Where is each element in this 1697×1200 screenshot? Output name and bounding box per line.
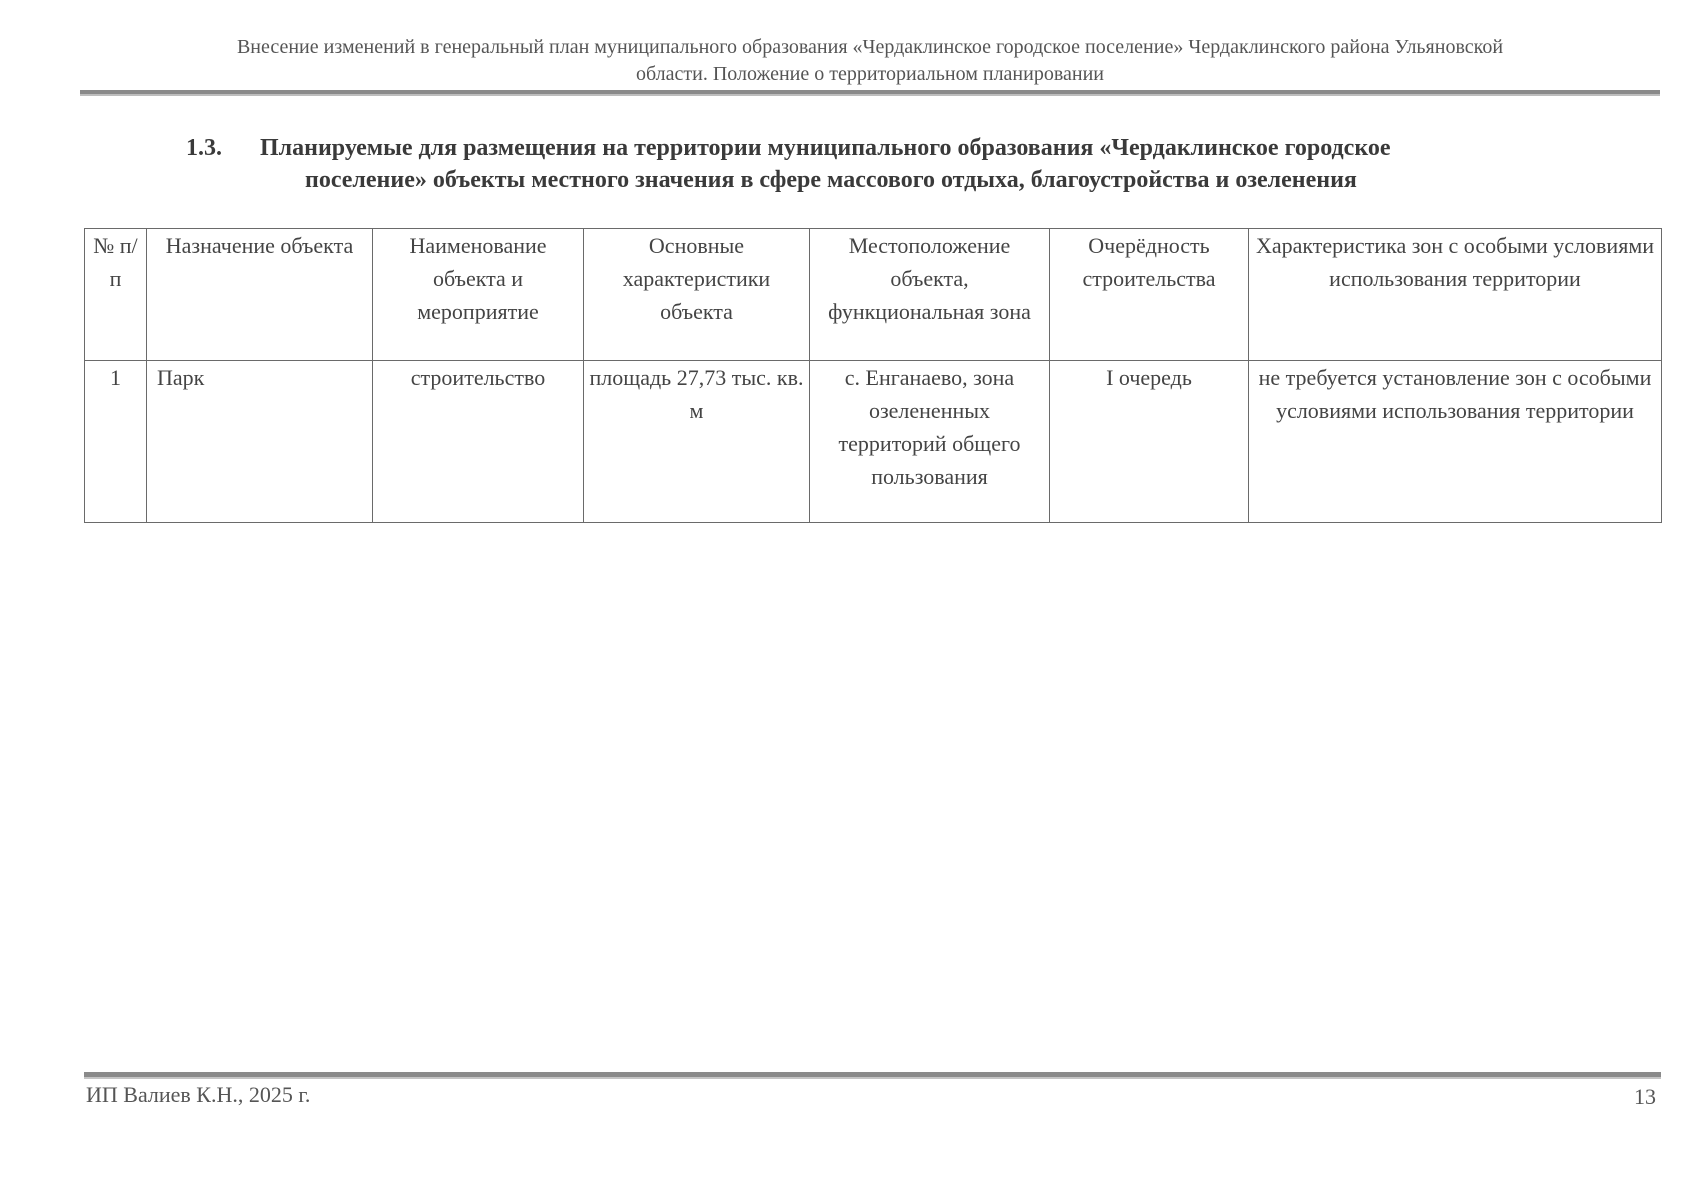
cell-purpose: Парк <box>147 361 373 523</box>
column-header-stage: Очерёдность строительства <box>1050 229 1249 361</box>
cell-location-zone: с. Енганаево, зона озелененных территорий общего пользования <box>810 361 1050 523</box>
page-number: 13 <box>1634 1084 1656 1109</box>
table-row <box>85 361 1662 523</box>
cell-number: 1 <box>85 361 147 523</box>
column-header-name-action: Наименование объекта и мероприятие <box>373 229 584 361</box>
column-header-location-zone: Местоположение объекта, функциональная зона <box>810 229 1050 361</box>
running-header-line1: Внесение изменений в генеральный план муниципального образования «Чердаклинское городское поселение» Чердаклинского района Ульяновской <box>236 36 1504 58</box>
column-header-characteristics: Основные характеристики объекта <box>584 229 810 361</box>
header-rule <box>80 90 1660 96</box>
section-number: 1.3. <box>186 135 222 161</box>
column-header-number: № п/п <box>85 229 147 361</box>
cell-characteristics: площадь 27,73 тыс. кв. м <box>584 361 810 523</box>
column-header-purpose: Назначение объекта <box>147 229 373 361</box>
column-header-special-zones: Характеристика зон с особыми условиями использования территории <box>1249 229 1662 361</box>
running-header <box>80 34 1660 88</box>
section-heading <box>186 132 1606 196</box>
cell-name-action: строительство <box>373 361 584 523</box>
table-header-row <box>85 229 1662 361</box>
section-title-line2: поселение» объекты местного значения в сфере массового отдыха, благоустройства и озеленения <box>305 167 1357 193</box>
cell-special-zones: не требуется установление зон с особыми условиями использования территории <box>1249 361 1662 523</box>
section-title-line1: Планируемые для размещения на территории муниципального образования «Чердаклинское городское <box>260 135 1391 161</box>
planned-objects-table <box>84 228 1662 523</box>
footer-rule <box>84 1072 1661 1079</box>
running-header-line2: области. Положение о территориальном планировании <box>636 63 1104 85</box>
footer-author: ИП Валиев К.Н., 2025 г. <box>86 1082 311 1107</box>
cell-stage: I очередь <box>1050 361 1249 523</box>
